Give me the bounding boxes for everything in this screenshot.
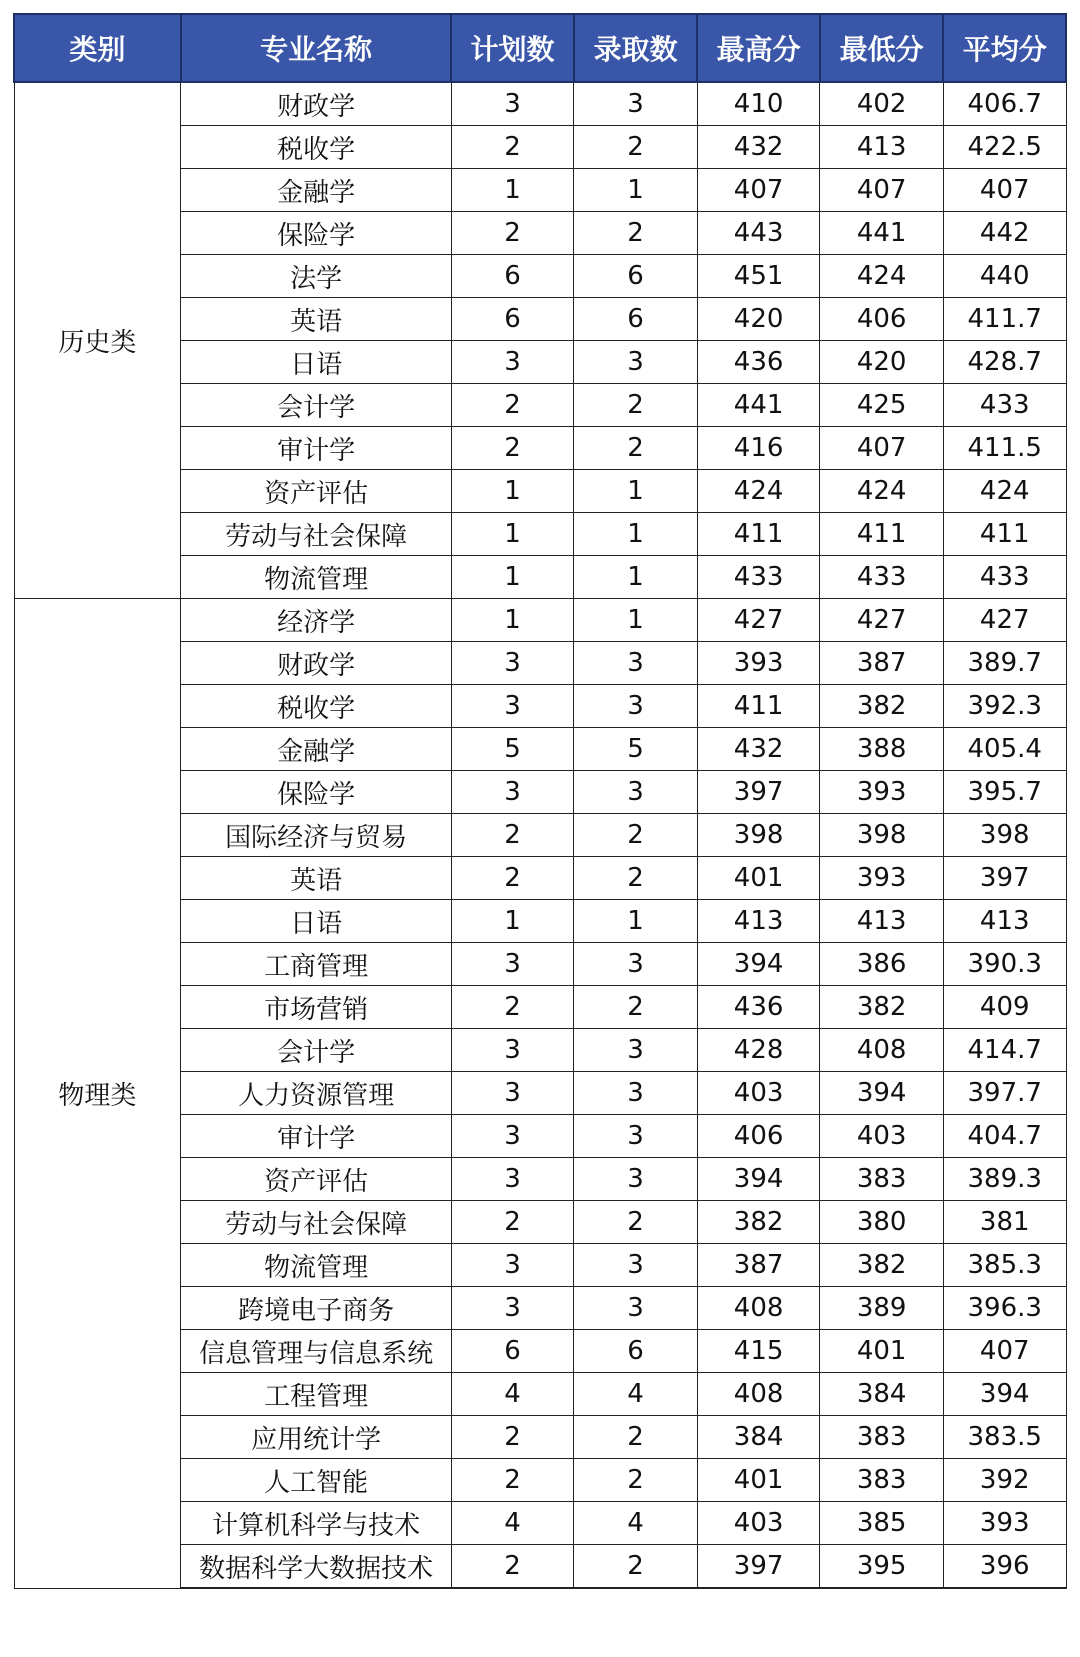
major-cell: 资产评估 [181,1158,451,1201]
major-cell: 会计学 [181,384,451,427]
min-score-cell: 424 [820,255,944,298]
avg-score-cell: 381 [943,1201,1066,1244]
score-table-container [13,13,1067,1589]
admitted-cell: 3 [574,1287,698,1330]
min-score-cell: 413 [820,126,944,169]
avg-score-cell: 407 [943,1330,1066,1373]
max-score-cell: 398 [697,814,820,857]
admitted-cell: 1 [574,513,698,556]
max-score-cell: 394 [697,1158,820,1201]
min-score-cell: 425 [820,384,944,427]
major-cell: 保险学 [181,212,451,255]
avg-score-cell: 411.7 [943,298,1066,341]
header-min: 最低分 [820,14,944,82]
avg-score-cell: 389.3 [943,1158,1066,1201]
max-score-cell: 403 [697,1502,820,1545]
avg-score-cell: 406.7 [943,82,1066,126]
min-score-cell: 420 [820,341,944,384]
major-cell: 英语 [181,298,451,341]
max-score-cell: 436 [697,341,820,384]
avg-score-cell: 411.5 [943,427,1066,470]
max-score-cell: 416 [697,427,820,470]
admitted-cell: 1 [574,169,698,212]
admitted-cell: 2 [574,1201,698,1244]
plan-cell: 3 [451,1287,574,1330]
min-score-cell: 386 [820,943,944,986]
max-score-cell: 407 [697,169,820,212]
max-score-cell: 427 [697,599,820,642]
max-score-cell: 413 [697,900,820,943]
plan-cell: 3 [451,642,574,685]
admission-score-table [13,13,1067,1589]
avg-score-cell: 392.3 [943,685,1066,728]
min-score-cell: 401 [820,1330,944,1373]
max-score-cell: 393 [697,642,820,685]
min-score-cell: 388 [820,728,944,771]
max-score-cell: 432 [697,126,820,169]
admitted-cell: 3 [574,685,698,728]
min-score-cell: 395 [820,1545,944,1589]
admitted-cell: 2 [574,986,698,1029]
admitted-cell: 2 [574,814,698,857]
admitted-cell: 3 [574,82,698,126]
avg-score-cell: 390.3 [943,943,1066,986]
max-score-cell: 410 [697,82,820,126]
admitted-cell: 2 [574,1459,698,1502]
major-cell: 工程管理 [181,1373,451,1416]
major-cell: 税收学 [181,126,451,169]
plan-cell: 3 [451,1072,574,1115]
major-cell: 会计学 [181,1029,451,1072]
max-score-cell: 397 [697,1545,820,1589]
min-score-cell: 393 [820,857,944,900]
header-plan: 计划数 [451,14,574,82]
major-cell: 数据科学大数据技术 [181,1545,451,1589]
max-score-cell: 382 [697,1201,820,1244]
max-score-cell: 394 [697,943,820,986]
avg-score-cell: 395.7 [943,771,1066,814]
max-score-cell: 432 [697,728,820,771]
plan-cell: 2 [451,384,574,427]
major-cell: 日语 [181,341,451,384]
min-score-cell: 441 [820,212,944,255]
admitted-cell: 2 [574,126,698,169]
avg-score-cell: 413 [943,900,1066,943]
max-score-cell: 424 [697,470,820,513]
admitted-cell: 6 [574,255,698,298]
admitted-cell: 1 [574,556,698,599]
plan-cell: 2 [451,1201,574,1244]
avg-score-cell: 409 [943,986,1066,1029]
header-major: 专业名称 [181,14,451,82]
avg-score-cell: 396.3 [943,1287,1066,1330]
plan-cell: 2 [451,857,574,900]
admitted-cell: 3 [574,1158,698,1201]
plan-cell: 3 [451,1029,574,1072]
max-score-cell: 451 [697,255,820,298]
min-score-cell: 398 [820,814,944,857]
avg-score-cell: 405.4 [943,728,1066,771]
plan-cell: 1 [451,513,574,556]
max-score-cell: 397 [697,771,820,814]
min-score-cell: 413 [820,900,944,943]
avg-score-cell: 397.7 [943,1072,1066,1115]
table-body [14,82,1066,1588]
plan-cell: 1 [451,599,574,642]
max-score-cell: 387 [697,1244,820,1287]
plan-cell: 3 [451,82,574,126]
category-cell: 历史类 [14,82,181,599]
max-score-cell: 401 [697,857,820,900]
min-score-cell: 393 [820,771,944,814]
avg-score-cell: 411 [943,513,1066,556]
major-cell: 日语 [181,900,451,943]
avg-score-cell: 394 [943,1373,1066,1416]
min-score-cell: 387 [820,642,944,685]
plan-cell: 5 [451,728,574,771]
plan-cell: 2 [451,212,574,255]
avg-score-cell: 397 [943,857,1066,900]
admitted-cell: 3 [574,341,698,384]
plan-cell: 6 [451,1330,574,1373]
major-cell: 财政学 [181,642,451,685]
major-cell: 工商管理 [181,943,451,986]
major-cell: 国际经济与贸易 [181,814,451,857]
plan-cell: 4 [451,1373,574,1416]
admitted-cell: 2 [574,1416,698,1459]
min-score-cell: 402 [820,82,944,126]
min-score-cell: 380 [820,1201,944,1244]
min-score-cell: 407 [820,169,944,212]
plan-cell: 2 [451,986,574,1029]
admitted-cell: 3 [574,1029,698,1072]
plan-cell: 1 [451,470,574,513]
max-score-cell: 443 [697,212,820,255]
major-cell: 人力资源管理 [181,1072,451,1115]
plan-cell: 1 [451,900,574,943]
major-cell: 资产评估 [181,470,451,513]
min-score-cell: 383 [820,1158,944,1201]
max-score-cell: 433 [697,556,820,599]
plan-cell: 2 [451,1459,574,1502]
major-cell: 税收学 [181,685,451,728]
header-row [14,14,1066,82]
min-score-cell: 385 [820,1502,944,1545]
plan-cell: 1 [451,169,574,212]
max-score-cell: 411 [697,513,820,556]
header-max: 最高分 [697,14,820,82]
admitted-cell: 3 [574,1072,698,1115]
major-cell: 人工智能 [181,1459,451,1502]
max-score-cell: 420 [697,298,820,341]
max-score-cell: 436 [697,986,820,1029]
min-score-cell: 411 [820,513,944,556]
admitted-cell: 5 [574,728,698,771]
major-cell: 跨境电子商务 [181,1287,451,1330]
plan-cell: 3 [451,1244,574,1287]
plan-cell: 3 [451,1115,574,1158]
avg-score-cell: 398 [943,814,1066,857]
admitted-cell: 3 [574,943,698,986]
min-score-cell: 383 [820,1416,944,1459]
header-category: 类别 [14,14,181,82]
avg-score-cell: 385.3 [943,1244,1066,1287]
avg-score-cell: 427 [943,599,1066,642]
category-cell: 物理类 [14,599,181,1589]
plan-cell: 2 [451,1416,574,1459]
min-score-cell: 389 [820,1287,944,1330]
admitted-cell: 2 [574,427,698,470]
min-score-cell: 382 [820,986,944,1029]
avg-score-cell: 424 [943,470,1066,513]
admitted-cell: 1 [574,900,698,943]
min-score-cell: 394 [820,1072,944,1115]
major-cell: 审计学 [181,427,451,470]
min-score-cell: 403 [820,1115,944,1158]
max-score-cell: 384 [697,1416,820,1459]
plan-cell: 1 [451,556,574,599]
admitted-cell: 2 [574,212,698,255]
major-cell: 计算机科学与技术 [181,1502,451,1545]
min-score-cell: 384 [820,1373,944,1416]
max-score-cell: 406 [697,1115,820,1158]
max-score-cell: 408 [697,1373,820,1416]
min-score-cell: 382 [820,685,944,728]
avg-score-cell: 389.7 [943,642,1066,685]
avg-score-cell: 440 [943,255,1066,298]
major-cell: 信息管理与信息系统 [181,1330,451,1373]
admitted-cell: 2 [574,857,698,900]
avg-score-cell: 422.5 [943,126,1066,169]
avg-score-cell: 414.7 [943,1029,1066,1072]
major-cell: 应用统计学 [181,1416,451,1459]
avg-score-cell: 393 [943,1502,1066,1545]
avg-score-cell: 383.5 [943,1416,1066,1459]
admitted-cell: 2 [574,384,698,427]
max-score-cell: 411 [697,685,820,728]
major-cell: 市场营销 [181,986,451,1029]
min-score-cell: 408 [820,1029,944,1072]
plan-cell: 2 [451,126,574,169]
header-avg: 平均分 [943,14,1066,82]
table-row [14,82,1066,126]
plan-cell: 3 [451,771,574,814]
min-score-cell: 427 [820,599,944,642]
max-score-cell: 428 [697,1029,820,1072]
admitted-cell: 2 [574,1545,698,1589]
avg-score-cell: 428.7 [943,341,1066,384]
major-cell: 劳动与社会保障 [181,513,451,556]
plan-cell: 2 [451,427,574,470]
min-score-cell: 383 [820,1459,944,1502]
admitted-cell: 6 [574,298,698,341]
plan-cell: 3 [451,341,574,384]
min-score-cell: 424 [820,470,944,513]
avg-score-cell: 433 [943,556,1066,599]
admitted-cell: 3 [574,642,698,685]
avg-score-cell: 407 [943,169,1066,212]
major-cell: 物流管理 [181,556,451,599]
major-cell: 财政学 [181,82,451,126]
min-score-cell: 382 [820,1244,944,1287]
major-cell: 金融学 [181,728,451,771]
major-cell: 英语 [181,857,451,900]
plan-cell: 3 [451,943,574,986]
major-cell: 劳动与社会保障 [181,1201,451,1244]
major-cell: 审计学 [181,1115,451,1158]
admitted-cell: 3 [574,771,698,814]
avg-score-cell: 442 [943,212,1066,255]
min-score-cell: 433 [820,556,944,599]
min-score-cell: 407 [820,427,944,470]
admitted-cell: 4 [574,1502,698,1545]
min-score-cell: 406 [820,298,944,341]
plan-cell: 6 [451,255,574,298]
major-cell: 经济学 [181,599,451,642]
major-cell: 金融学 [181,169,451,212]
plan-cell: 6 [451,298,574,341]
admitted-cell: 1 [574,599,698,642]
max-score-cell: 415 [697,1330,820,1373]
max-score-cell: 408 [697,1287,820,1330]
plan-cell: 2 [451,814,574,857]
admitted-cell: 4 [574,1373,698,1416]
admitted-cell: 1 [574,470,698,513]
table-row [14,599,1066,642]
max-score-cell: 401 [697,1459,820,1502]
admitted-cell: 3 [574,1115,698,1158]
avg-score-cell: 404.7 [943,1115,1066,1158]
plan-cell: 4 [451,1502,574,1545]
plan-cell: 2 [451,1545,574,1589]
major-cell: 物流管理 [181,1244,451,1287]
major-cell: 保险学 [181,771,451,814]
avg-score-cell: 396 [943,1545,1066,1589]
max-score-cell: 403 [697,1072,820,1115]
plan-cell: 3 [451,1158,574,1201]
major-cell: 法学 [181,255,451,298]
avg-score-cell: 392 [943,1459,1066,1502]
header-admitted: 录取数 [574,14,698,82]
plan-cell: 3 [451,685,574,728]
avg-score-cell: 433 [943,384,1066,427]
max-score-cell: 441 [697,384,820,427]
admitted-cell: 6 [574,1330,698,1373]
admitted-cell: 3 [574,1244,698,1287]
